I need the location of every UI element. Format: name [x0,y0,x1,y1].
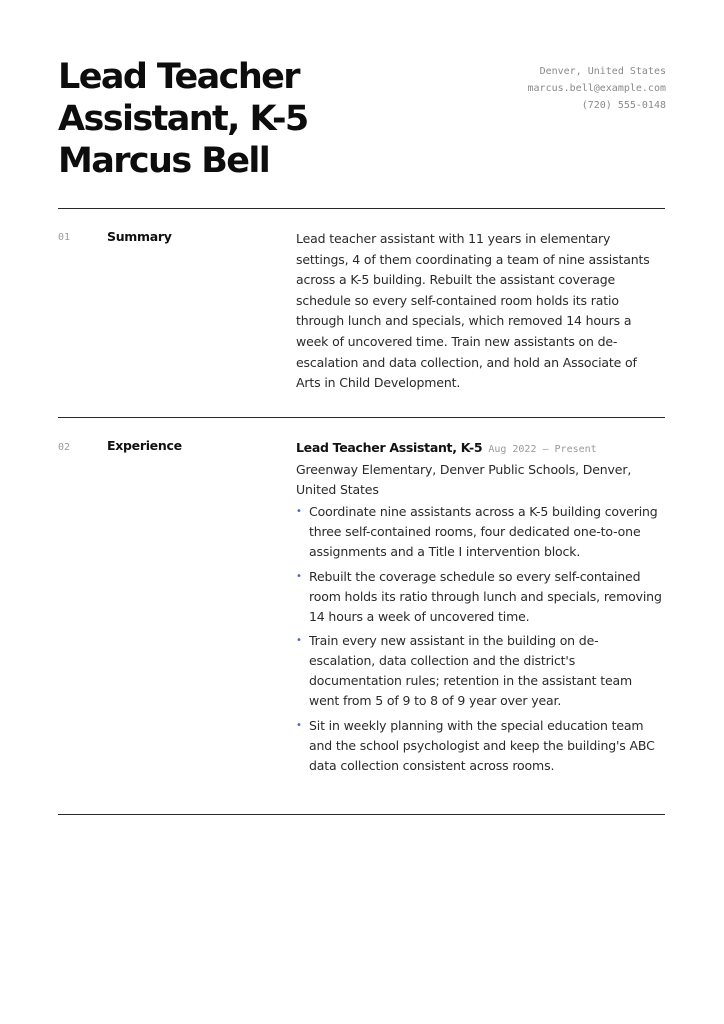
list-item [296,567,664,627]
contact-block [528,63,666,114]
title-line-1: Lead Teacher [58,57,299,97]
bullet-text: Train every new assistant in the building on de-escalation, data collection and the district's documentation rules; retention in the assistant team went from 5 of 9 to 8 of 9 year over year. [309,633,633,708]
job-dates: Aug 2022 — Present [488,444,597,455]
bullet-dot-icon: • [296,570,302,582]
section-number-summary: 01 [58,232,71,243]
title-line-3: Marcus Bell [58,141,270,181]
job-bullets [296,502,664,776]
contact-email[interactable]: marcus.bell@example.com [527,83,666,94]
job-entry [296,438,664,780]
bullet-dot-icon: • [296,719,302,731]
contact-phone[interactable]: (720) 555-0148 [581,100,666,111]
title-line-2: Assistant, K-5 [58,99,308,139]
list-item [296,502,664,562]
page-title [58,56,378,182]
job-organization: Greenway Elementary, Denver Public Schools, Denver, United States [296,462,632,497]
contact-location: Denver, United States [539,66,666,77]
divider-bottom [58,814,665,815]
bullet-text: Coordinate nine assistants across a K-5 building covering three self-contained rooms, four dedicated one-to-one assignments and a Title I intervention block. [309,504,658,559]
bullet-text: Sit in weekly planning with the special education team and the school psychologist and keep the building's ABC data collection consistent across rooms. [309,717,655,773]
section-label-experience: Experience [107,438,182,453]
list-item [296,631,664,711]
bullet-dot-icon: • [296,635,302,646]
job-title: Lead Teacher Assistant, K-5 [296,440,483,455]
section-label-summary: Summary [107,229,172,244]
bullet-text: Rebuilt the coverage schedule so every self-contained room holds its ratio through lunch and specials, removing 14 hours a week of uncovered time. [309,568,662,624]
section-number-experience: 02 [58,442,71,453]
list-item [296,716,664,776]
job-header [296,438,664,460]
divider-middle [58,417,665,418]
divider-top [58,208,665,209]
bullet-dot-icon: • [296,506,302,517]
summary-text: Lead teacher assistant with 11 years in elementary settings, 4 of them coordinating a team of nine assistants across a K-5 building. Rebuilt the assistant coverage schedule so every self-contained room holds its ratio through lunch and specials, which removed 14 hours a week of uncovered time. Train new assistants on de-escalation and data collection, and hold an Associate of Arts in Child Development. [296,231,650,391]
